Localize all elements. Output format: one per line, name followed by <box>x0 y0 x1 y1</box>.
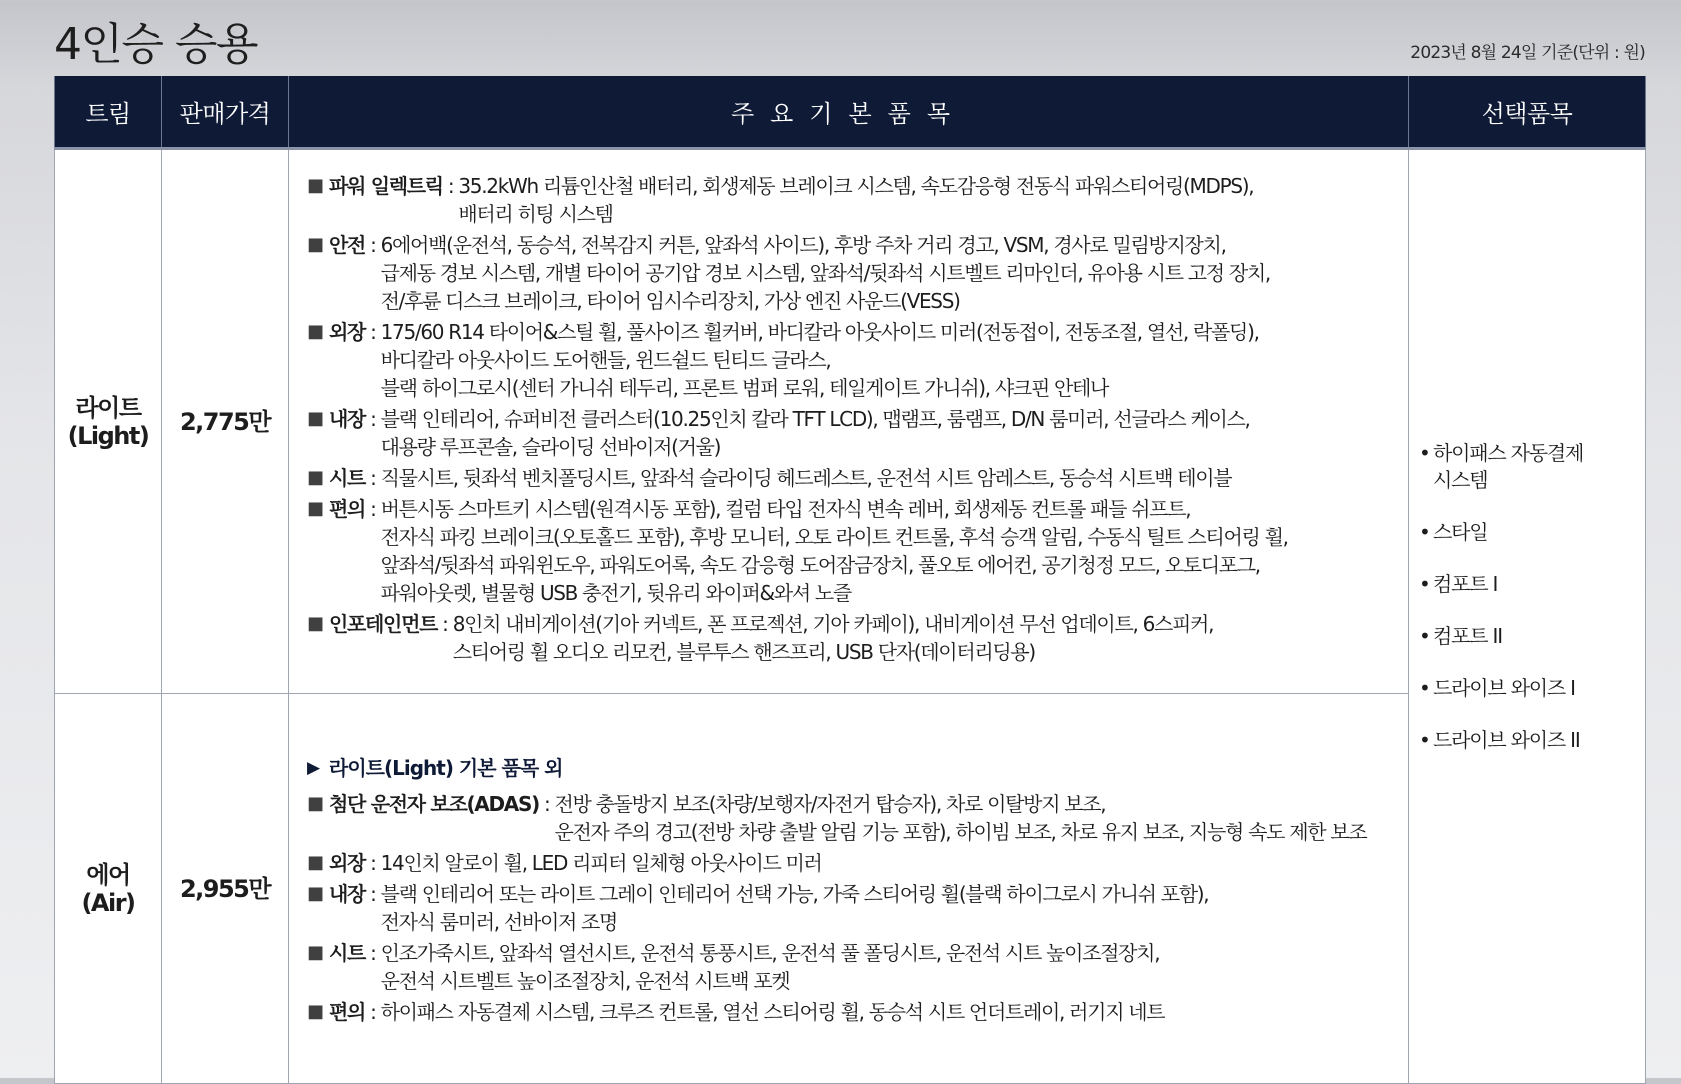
label-separator: : <box>365 497 381 521</box>
feature-line: 전/후륜 디스크 브레이크, 타이어 임시수리장치, 가상 엔진 사운드(VESS) <box>380 289 960 313</box>
feature-text <box>554 790 1366 846</box>
table-header-row <box>55 76 1646 149</box>
feature-text <box>453 610 1213 666</box>
date-unit-note: 2023년 8월 24일 기준(단위 : 원) <box>1410 43 1645 63</box>
feature-line: 스티어링 휠 오디오 리모컨, 블루투스 핸즈프리, USB 단자(데이터리딩용) <box>452 640 1035 664</box>
feature-line: 대용량 루프콘솔, 슬라이딩 선바이저(거울) <box>380 435 721 459</box>
label-separator: : <box>365 882 381 906</box>
square-bullet-icon: ■ <box>307 498 323 519</box>
option-label: 드라이브 와이즈 I <box>1433 676 1575 700</box>
option-item <box>1419 571 1645 598</box>
feature-line: 급제동 경보 시스템, 개별 타이어 공기압 경보 시스템, 앞좌석/뒷좌석 시트벨트 리마인더, 유아용 시트 고정 장치, <box>380 261 1270 285</box>
feature-item <box>307 172 1408 228</box>
feature-line: 전방 충돌방지 보조(차량/보행자/자전거 탑승자), 차로 이탈방지 보조, <box>554 792 1106 816</box>
square-bullet-icon: ■ <box>307 467 323 488</box>
price-air: 2,955만 <box>162 694 289 1084</box>
square-bullet-icon: ■ <box>307 321 323 342</box>
feature-line: 블랙 인테리어 또는 라이트 그레이 인테리어 선택 가능, 가죽 스티어링 휠(블랙 하이그로시 가니쉬 포함), <box>380 882 1209 906</box>
feature-label: 편의 <box>329 497 366 521</box>
feature-label: 인포테인먼트 <box>329 612 438 636</box>
feature-line: 14인치 알로이 휠, LED 리피터 일체형 아웃사이드 미러 <box>380 851 822 875</box>
feature-text <box>381 464 1232 492</box>
option-label: 컴포트 I <box>1433 572 1498 596</box>
feature-label: 내장 <box>329 407 366 431</box>
header-trim: 트림 <box>55 76 162 149</box>
label-separator: : <box>365 851 381 875</box>
table-row-air <box>55 694 1646 1084</box>
square-bullet-icon: ■ <box>307 1001 323 1022</box>
dot-bullet-icon: • <box>1419 520 1430 544</box>
feature-text <box>381 880 1209 936</box>
feature-item <box>307 849 1408 877</box>
feature-text <box>458 172 1253 228</box>
option-label: 드라이브 와이즈 II <box>1433 728 1580 752</box>
feature-line: 배터리 히팅 시스템 <box>458 202 613 226</box>
feature-line: 블랙 하이그로시(센터 가니쉬 테두리, 프론트 범퍼 로워, 테일게이트 가니쉬), 샤크핀 안테나 <box>380 376 1109 400</box>
feature-item <box>307 405 1408 461</box>
feature-line: 파워아웃렛, 별물형 USB 충전기, 뒷유리 와이퍼&와셔 노즐 <box>380 581 851 605</box>
option-item <box>1419 440 1645 494</box>
header-price: 판매가격 <box>162 76 289 149</box>
feature-line: 앞좌석/뒷좌석 파워윈도우, 파워도어록, 속도 감응형 도어잠금장치, 풀오토 에어컨, 공기청정 모드, 오토디포그, <box>380 553 1260 577</box>
feature-text <box>381 939 1160 995</box>
options-list <box>1419 440 1645 754</box>
feature-text <box>381 231 1270 315</box>
square-bullet-icon: ■ <box>307 234 323 255</box>
square-bullet-icon: ■ <box>307 613 323 634</box>
square-bullet-icon: ■ <box>307 175 323 196</box>
features-air <box>289 694 1409 1084</box>
feature-line: 하이패스 자동결제 시스템, 크루즈 컨트롤, 열선 스티어링 휠, 동승석 시트 언더트레이, 러기지 네트 <box>380 1000 1165 1024</box>
feature-line: 버튼시동 스마트키 시스템(원격시동 포함), 컬럼 타입 전자식 변속 레버, 회생제동 컨트롤 패들 쉬프트, <box>380 497 1191 521</box>
label-separator: : <box>365 941 381 965</box>
square-bullet-icon: ■ <box>307 408 323 429</box>
label-separator: : <box>365 233 381 257</box>
feature-text <box>381 495 1288 607</box>
feature-line: 블랙 인테리어, 슈퍼비전 클러스터(10.25인치 칼라 TFT LCD), 맵램프, 룸램프, D/N 룸미러, 선글라스 케이스, <box>380 407 1250 431</box>
feature-line: 운전자 주의 경고(전방 차량 출발 알림 기능 포함), 하이빔 보조, 차로 유지 보조, 지능형 속도 제한 보조 <box>554 820 1367 844</box>
feature-label: 시트 <box>329 941 366 965</box>
dot-bullet-icon: • <box>1419 624 1430 648</box>
label-separator: : <box>538 792 555 816</box>
feature-item <box>307 939 1408 995</box>
feature-line: 운전석 시트벨트 높이조절장치, 운전석 시트백 포켓 <box>380 969 790 993</box>
feature-text <box>381 405 1250 461</box>
label-separator: : <box>437 612 453 636</box>
feature-line: 175/60 R14 타이어&스틸 휠, 풀사이즈 휠커버, 바디칼라 아웃사이드 미러(전동접이, 전동조절, 열선, 락폴딩), <box>380 320 1259 344</box>
feature-line: 바디칼라 아웃사이드 도어핸들, 윈드쉴드 틴티드 글라스, <box>380 348 831 372</box>
feature-item <box>307 998 1408 1026</box>
feature-text <box>381 998 1165 1026</box>
label-separator: : <box>365 466 381 490</box>
option-item <box>1419 727 1645 754</box>
feature-line: 인조가죽시트, 앞좌석 열선시트, 운전석 통풍시트, 운전석 풀 폴딩시트, 운전석 시트 높이조절장치, <box>380 941 1160 965</box>
trim-name-light: 라이트 (Light) <box>55 149 162 694</box>
feature-item <box>307 318 1408 402</box>
feature-label: 내장 <box>329 882 366 906</box>
square-bullet-icon: ■ <box>307 793 323 814</box>
feature-line: 직물시트, 뒷좌석 벤치폴딩시트, 앞좌석 슬라이딩 헤드레스트, 운전석 시트 암레스트, 동승석 시트백 테이블 <box>380 466 1232 490</box>
subheading-text: 라이트(Light) 기본 품목 외 <box>329 756 563 780</box>
feature-line: 전자식 룸미러, 선바이저 조명 <box>380 910 618 934</box>
label-separator: : <box>365 1000 381 1024</box>
option-item <box>1419 519 1645 546</box>
dot-bullet-icon: • <box>1419 441 1430 465</box>
feature-line: 8인치 내비게이션(기아 커넥트, 폰 프로젝션, 기아 카페이), 내비게이션 무선 업데이트, 6스피커, <box>452 612 1214 636</box>
feature-line: 전자식 파킹 브레이크(오토홀드 포함), 후방 모니터, 오토 라이트 컨트롤, 후석 승객 알림, 수동식 틸트 스티어링 휠, <box>380 525 1288 549</box>
square-bullet-icon: ■ <box>307 883 323 904</box>
option-item <box>1419 675 1645 702</box>
header-options: 선택품목 <box>1409 76 1646 149</box>
page-title: 4인승 승용 <box>54 19 257 70</box>
feature-text <box>381 318 1259 402</box>
dot-bullet-icon: • <box>1419 728 1430 752</box>
feature-item <box>307 231 1408 315</box>
label-separator: : <box>365 320 381 344</box>
options-cell <box>1409 149 1646 1084</box>
feature-item <box>307 464 1408 492</box>
table-row-light <box>55 149 1646 694</box>
label-separator: : <box>442 174 459 198</box>
feature-item <box>307 790 1408 846</box>
square-bullet-icon: ■ <box>307 852 323 873</box>
feature-label: 안전 <box>329 233 366 257</box>
square-bullet-icon: ■ <box>307 942 323 963</box>
option-label: 하이패스 자동결제 시스템 <box>1433 441 1584 492</box>
features-light <box>289 149 1409 694</box>
label-separator: : <box>365 407 381 431</box>
feature-label: 파워 일렉트릭 <box>329 174 443 198</box>
feature-label: 시트 <box>329 466 366 490</box>
feature-item <box>307 880 1408 936</box>
option-label: 컴포트 II <box>1433 624 1502 648</box>
feature-item <box>307 610 1408 666</box>
feature-subheading <box>307 754 1408 782</box>
feature-line: 35.2kWh 리튬인산철 배터리, 회생제동 브레이크 시스템, 속도감응형 전동식 파워스티어링(MDPS), <box>458 174 1254 198</box>
feature-label: 외장 <box>329 851 366 875</box>
feature-text <box>381 849 822 877</box>
option-item <box>1419 623 1645 650</box>
header-features: 주요기본품목 <box>289 76 1409 149</box>
feature-item <box>307 495 1408 607</box>
triangle-bullet-icon: ▶ <box>307 758 320 778</box>
dot-bullet-icon: • <box>1419 572 1430 596</box>
feature-label: 편의 <box>329 1000 366 1024</box>
option-label: 스타일 <box>1433 520 1488 544</box>
trim-name-air: 에어 (Air) <box>55 694 162 1084</box>
feature-line: 6에어백(운전석, 동승석, 전복감지 커튼, 앞좌석 사이드), 후방 주차 거리 경고, VSM, 경사로 밀림방지장치, <box>380 233 1226 257</box>
feature-label: 외장 <box>329 320 366 344</box>
dot-bullet-icon: • <box>1419 676 1430 700</box>
price-light: 2,775만 <box>162 149 289 694</box>
feature-label: 첨단 운전자 보조(ADAS) <box>329 792 539 816</box>
trim-price-table <box>54 76 1646 1084</box>
